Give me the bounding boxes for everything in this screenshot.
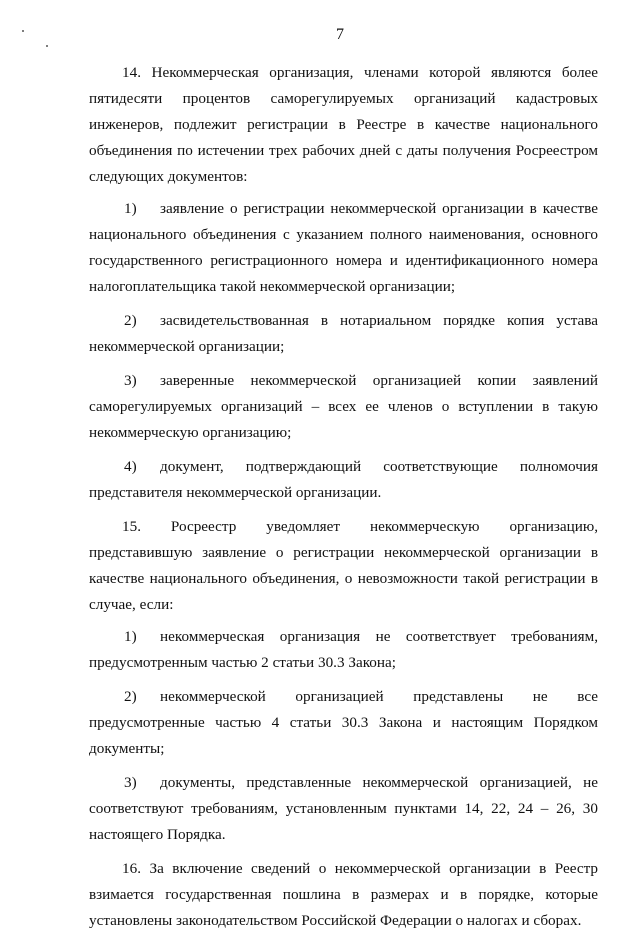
section-16: 16. За включение сведений о некоммерческой организации в Реестр взимается государственная пошлина в размерах и в порядке, которые установлены законодательством Российской Федерации о налогах и сборах. <box>89 860 598 929</box>
scan-speck <box>46 45 48 47</box>
item-number: 3) <box>124 372 137 389</box>
item-text: документ, подтверждающий соответствующие полномочия представителя некоммерческой организации. <box>89 458 598 501</box>
section-15-item-1 <box>89 624 598 676</box>
item-text: некоммерческая организация не соответствует требованиям, предусмотренным частью 2 статьи 30.3 Закона; <box>89 628 598 671</box>
item-number: 1) <box>124 200 137 217</box>
section-14-item-3 <box>89 368 598 446</box>
section-15-item-2 <box>89 684 598 762</box>
section-15-intro: 15. Росреестр уведомляет некоммерческую организацию, представившую заявление о регистрации некоммерческой организации в качестве национального объединения, о невозможности такой регистрации в случае, если: <box>89 518 598 613</box>
item-text: заявление о регистрации некоммерческой организации в качестве национального объединения с указанием полного наименования, основного государственного регистрационного номера и идентификационного номера налогоплательщика такой некоммерческой организации; <box>89 200 598 295</box>
document-body <box>89 60 598 934</box>
item-number: 2) <box>124 688 137 705</box>
item-text: документы, представленные некоммерческой организацией, не соответствуют требованиям, установленным пунктами 14, 22, 24 – 26, 30 настоящего Порядка. <box>89 774 598 843</box>
section-14-item-2 <box>89 308 598 360</box>
section-14-item-4 <box>89 454 598 506</box>
section-14-item-1 <box>89 196 598 300</box>
section-15-item-3 <box>89 770 598 848</box>
item-number: 4) <box>124 458 137 475</box>
item-number: 3) <box>124 774 137 791</box>
item-number: 1) <box>124 628 137 645</box>
page-number: 7 <box>336 26 344 43</box>
section-14-intro: 14. Некоммерческая организация, членами которой являются более пятидесяти процентов саморегулируемых организаций кадастровых инженеров, подлежит регистрации в Реестре в качестве национального объединения по истечении трех рабочих дней с даты получения Росреестром следующих документов: <box>89 64 598 185</box>
item-text: засвидетельствованная в нотариальном порядке копия устава некоммерческой организации; <box>89 312 598 355</box>
item-text: заверенные некоммерческой организацией копии заявлений саморегулируемых организаций – всех ее членов о вступлении в такую некоммерческую организацию; <box>89 372 598 441</box>
item-text: некоммерческой организацией представлены не все предусмотренные частью 4 статьи 30.3 Закона и настоящим Порядком документы; <box>89 688 598 757</box>
item-number: 2) <box>124 312 137 329</box>
